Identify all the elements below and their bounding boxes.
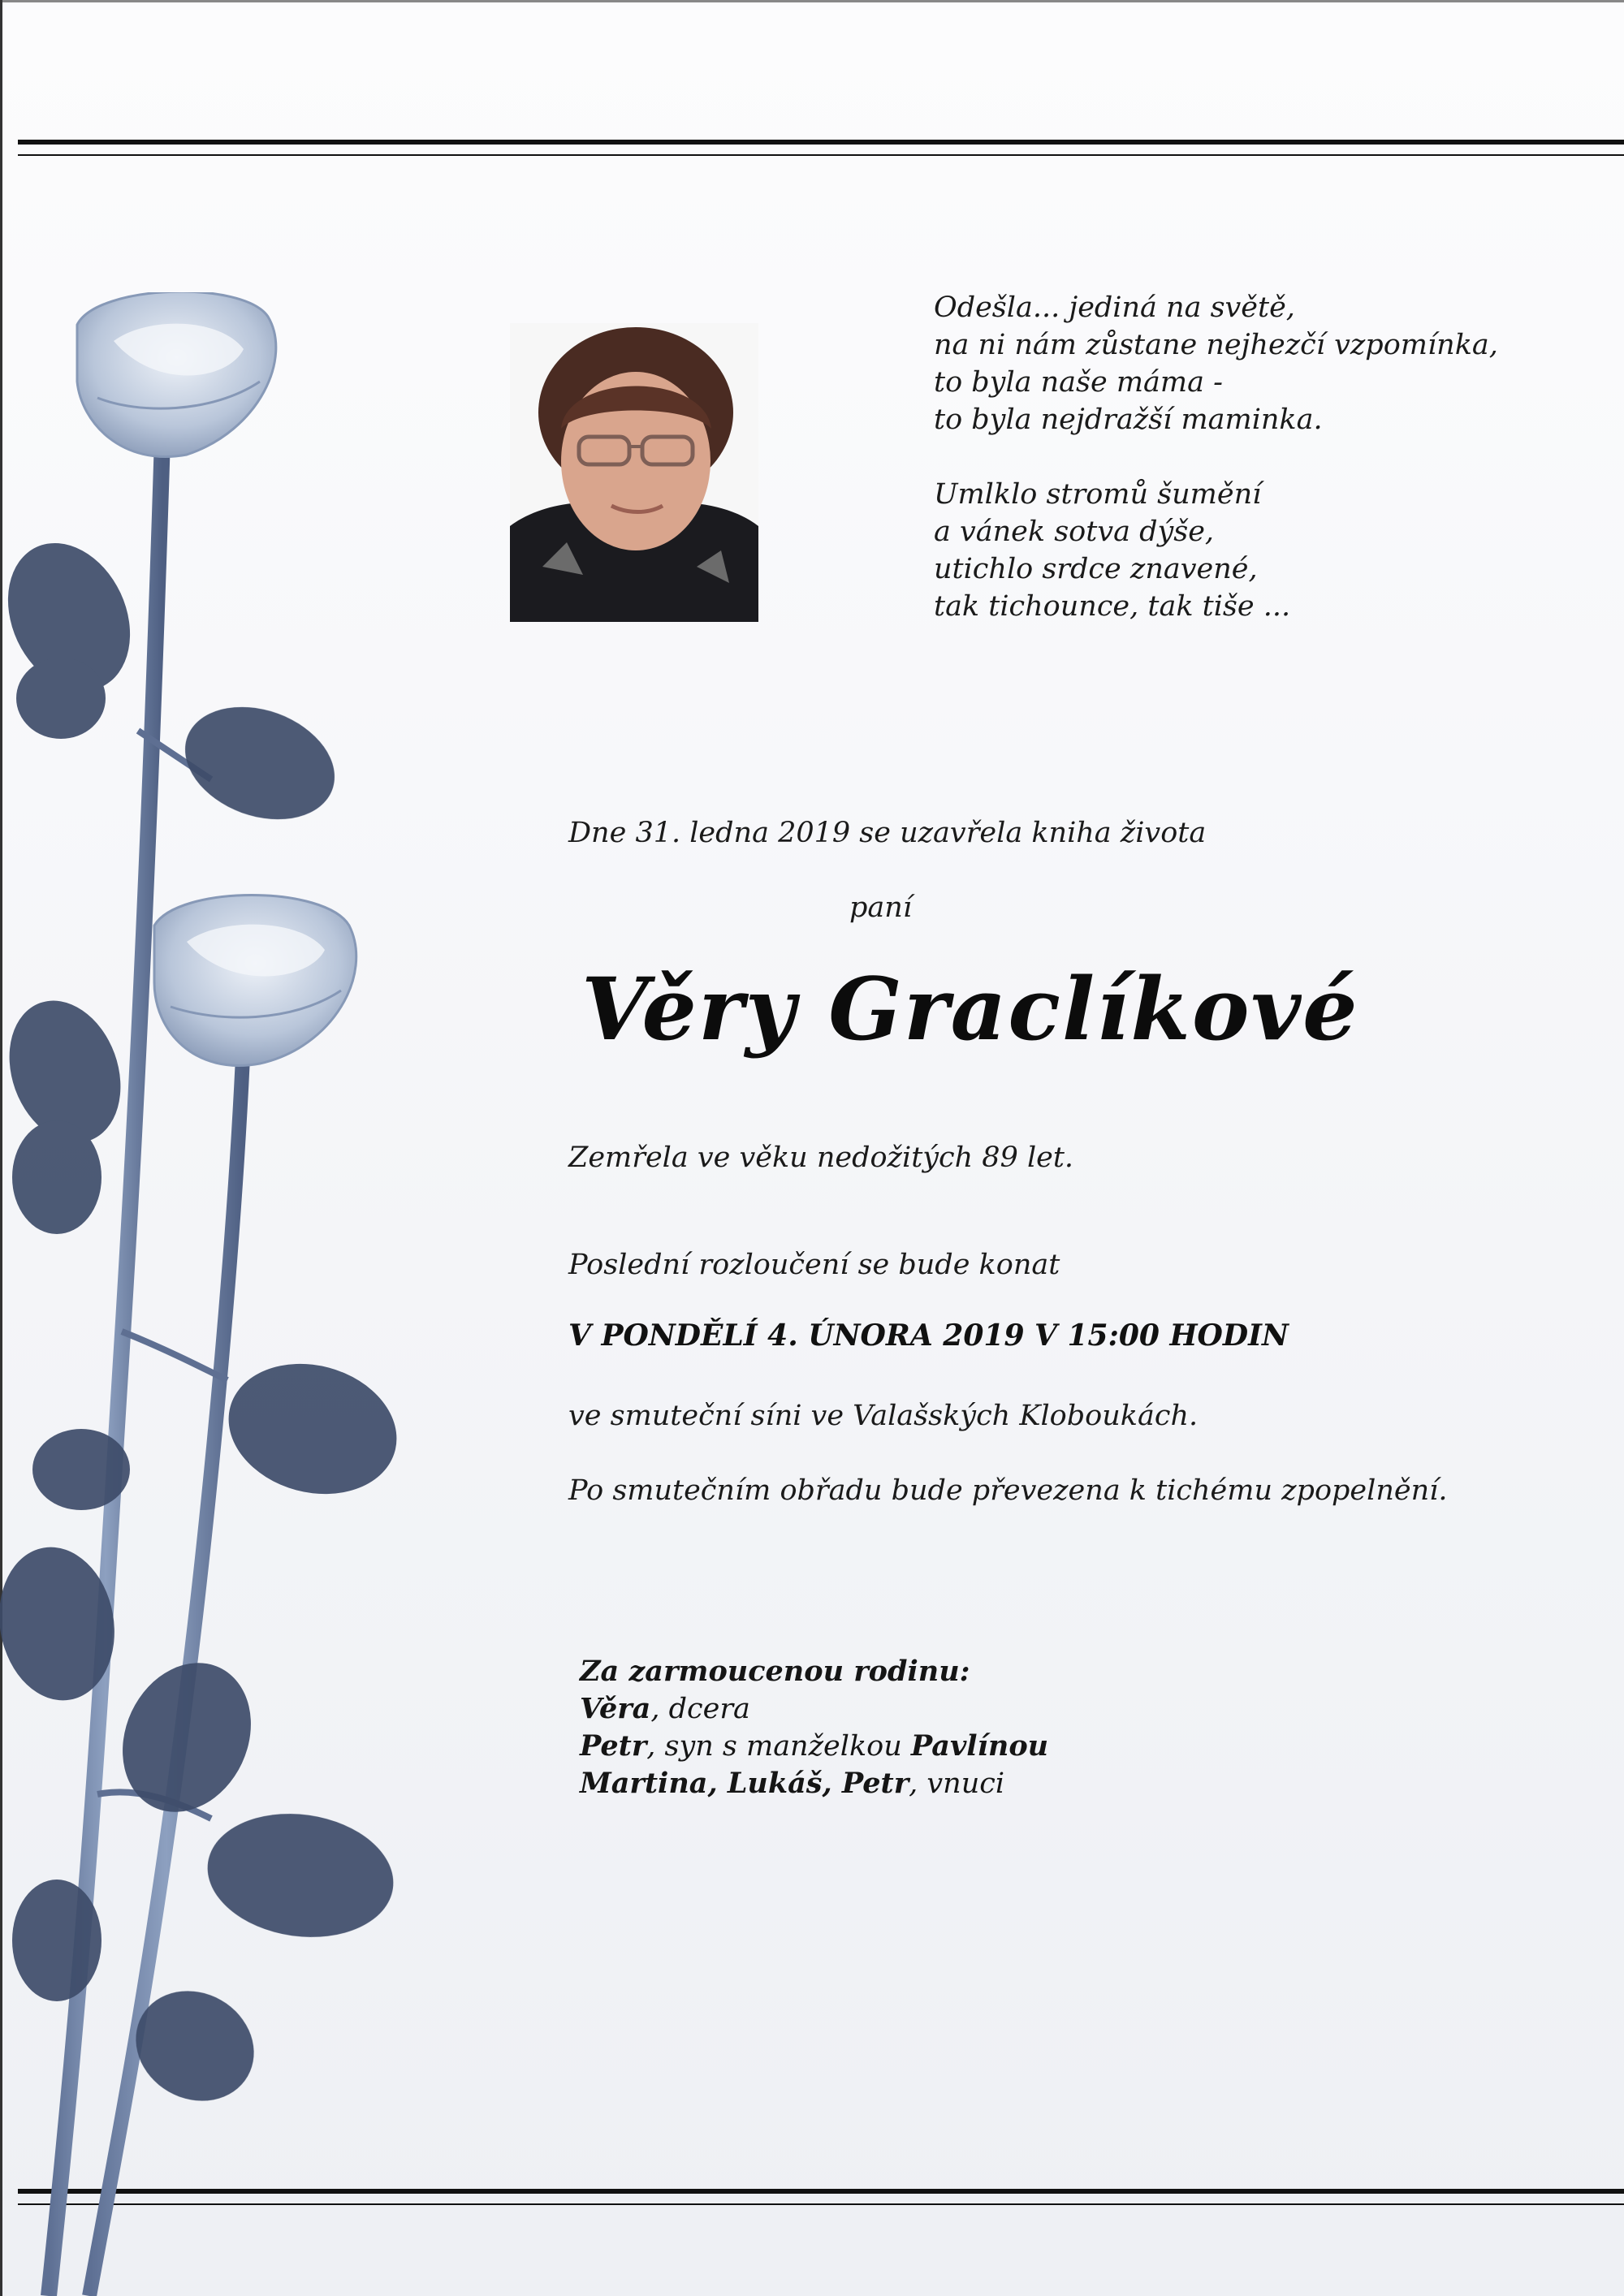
poem-line: tak tichounce, tak tiše ... [934, 590, 1291, 623]
poem-line: a vánek sotva dýše, [934, 516, 1215, 548]
family-relation: , vnuci [909, 1767, 1005, 1800]
family-line [580, 1690, 1048, 1728]
family-member-name: Věra [580, 1692, 651, 1725]
roses-illustration [0, 292, 422, 2296]
family-line [580, 1728, 1048, 1765]
poem-line: na ni nám zůstane nejhezčí vzpomínka, [934, 329, 1498, 361]
family-heading: Za zarmoucenou rodinu: [580, 1655, 970, 1688]
poem-line: utichlo srdce znavené, [934, 553, 1258, 585]
poem-line: to byla nejdražší maminka. [934, 404, 1323, 436]
family-signature [580, 1653, 1048, 1802]
memorial-poem [934, 289, 1551, 625]
family-member-name: Petr [580, 1729, 647, 1763]
honorific-title: paní [849, 891, 913, 924]
family-member-name: Pavlínou [910, 1729, 1049, 1763]
family-relation: , syn s manželkou [646, 1730, 911, 1763]
page-edge-top [0, 0, 1624, 2]
poem-line: Odešla... jediná na světě, [934, 291, 1295, 324]
top-border-rule [18, 140, 1624, 156]
poem-line: to byla naše máma - [934, 366, 1223, 399]
funeral-place: ve smuteční síni ve Valašských Kloboukách. [568, 1400, 1199, 1432]
announcement-intro: Dne 31. ledna 2019 se uzavřela kniha života [568, 817, 1207, 849]
cremation-note: Po smutečním obřadu bude převezena k tichému zpopelnění. [568, 1474, 1448, 1507]
poem-line: Umlklo stromů šumění [934, 478, 1262, 511]
age-statement: Zemřela ve věku nedožitých 89 let. [568, 1142, 1074, 1174]
portrait-photo [510, 323, 758, 622]
family-line [580, 1765, 1048, 1802]
funeral-datetime: V PONDĚLÍ 4. ÚNORA 2019 V 15:00 HODIN [568, 1318, 1289, 1353]
deceased-name: Věry Graclíkové [581, 958, 1359, 1060]
family-relation: , dcera [650, 1693, 750, 1725]
family-member-name: Martina, Lukáš, Petr [580, 1767, 909, 1800]
farewell-intro: Poslední rozloučení se bude konat [568, 1249, 1060, 1281]
